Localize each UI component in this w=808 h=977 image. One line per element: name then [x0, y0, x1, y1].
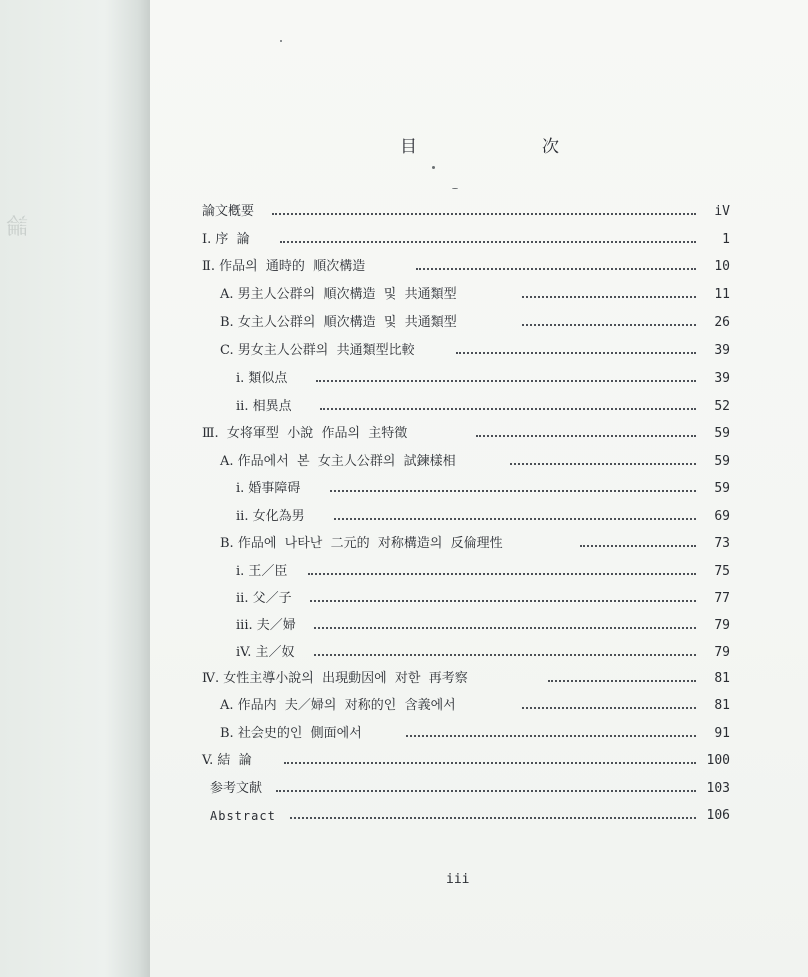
title-char-right: 次 — [542, 137, 560, 157]
toc-entry-page: 59 — [714, 454, 730, 469]
toc-entry-label: i. 婚事障碍 — [236, 481, 301, 496]
toc-entry — [150, 313, 808, 333]
toc-entry-label: ii. 女化為男 — [236, 509, 305, 524]
toc-entry-label: iV. 主／奴 — [236, 645, 295, 660]
title-char-left: 目 — [400, 137, 418, 157]
dot-leader — [456, 352, 696, 354]
toc-entry-page: iV — [714, 204, 730, 219]
binding-gutter — [0, 0, 151, 977]
dot-leader — [314, 654, 696, 656]
dot-leader — [510, 463, 696, 465]
toc-entry-label: B. 女主人公群의 順次構造 및 共通類型 — [220, 315, 457, 330]
toc-entry-page: 52 — [714, 399, 730, 414]
toc-entry-page: 77 — [714, 591, 730, 606]
dot-leader — [522, 296, 696, 298]
toc-entry-label: A. 作品에서 본 女主人公群의 試鍊樣相 — [220, 454, 456, 469]
toc-entry-label: C. 男女主人公群의 共通類型比較 — [220, 343, 415, 358]
toc-entry — [150, 202, 808, 222]
dot-leader — [276, 790, 696, 792]
dot-leader — [316, 380, 696, 382]
toc-entry-page: 100 — [706, 753, 730, 768]
page-number-footer: iii — [446, 872, 470, 887]
toc-entry — [150, 369, 808, 389]
toc-entry-page: 106 — [706, 808, 730, 823]
toc-entry — [150, 751, 808, 771]
toc-entry-label: 参考文献 — [210, 781, 263, 796]
dot-leader — [580, 545, 696, 547]
toc-entry-page: 59 — [714, 481, 730, 496]
toc-entry — [150, 507, 808, 527]
toc-entry-label: Ⅱ. 作品의 通時的 順次構造 — [202, 259, 366, 274]
dot-leader — [308, 573, 696, 575]
toc-entry-label: i. 王／臣 — [236, 564, 288, 579]
toc-entry — [150, 341, 808, 361]
toc-entry-page: 59 — [714, 426, 730, 441]
toc-entry-page: 103 — [706, 781, 730, 796]
dot-leader — [290, 817, 696, 819]
toc-entry-label: Ⅲ. 女将軍型 小說 作品의 主特徵 — [202, 426, 408, 441]
toc-entry-page: 39 — [714, 343, 730, 358]
toc-entry-label: iii. 夫／婦 — [236, 618, 296, 633]
toc-entry-page: 75 — [714, 564, 730, 579]
toc-entry — [150, 724, 808, 744]
toc-entry-page: 26 — [714, 315, 730, 330]
toc-entry — [150, 230, 808, 250]
toc-entry-page: 79 — [714, 618, 730, 633]
toc-entry-page: 11 — [714, 287, 730, 302]
toc-entry-label: ii. 父／子 — [236, 591, 292, 606]
toc-entry — [150, 424, 808, 444]
toc-entry-page: 81 — [714, 671, 730, 686]
dot-leader — [476, 435, 696, 437]
paper-speck — [452, 188, 458, 189]
toc-entry-page: 39 — [714, 371, 730, 386]
toc-entry-page: 81 — [714, 698, 730, 713]
paper-speck — [432, 166, 435, 169]
toc-entry-label: ii. 相異点 — [236, 399, 292, 414]
toc-entry — [150, 452, 808, 472]
dot-leader — [314, 627, 696, 629]
toc-entry-label: I. 序 論 — [202, 232, 250, 247]
toc-entry — [150, 397, 808, 417]
toc-entry-page: 69 — [714, 509, 730, 524]
toc-entry — [150, 479, 808, 499]
toc-entry-label: Ⅳ. 女性主導小說의 出現動因에 对한 再考察 — [202, 671, 468, 686]
toc-entry — [150, 806, 808, 826]
dot-leader — [320, 408, 696, 410]
bleed-through-mark: 論 — [5, 215, 28, 240]
toc-entry — [150, 779, 808, 799]
toc-entry-page: 1 — [722, 232, 730, 247]
page-title — [400, 132, 560, 157]
toc-entry-page: 79 — [714, 645, 730, 660]
toc-entry — [150, 589, 808, 609]
toc-entry-page: 91 — [714, 726, 730, 741]
toc-entry — [150, 696, 808, 716]
dot-leader — [406, 735, 696, 737]
toc-entry — [150, 562, 808, 582]
toc-entry-label: Abstract — [210, 809, 276, 823]
dot-leader — [280, 241, 696, 243]
toc-entry-label: V. 結 論 — [202, 753, 252, 768]
dot-leader — [416, 268, 696, 270]
toc-entry-page: 73 — [714, 536, 730, 551]
dot-leader — [284, 762, 696, 764]
toc-entry — [150, 285, 808, 305]
dot-leader — [310, 600, 696, 602]
toc-entry-page: 10 — [714, 259, 730, 274]
dot-leader — [330, 490, 696, 492]
toc-entry-label: B. 社会史的인 側面에서 — [220, 726, 362, 741]
toc-entry-label: 論文槪要 — [202, 204, 255, 219]
dot-leader — [334, 518, 696, 520]
dot-leader — [522, 324, 696, 326]
toc-entry-label: A. 作品内 夫／婦의 对称的인 含義에서 — [220, 698, 456, 713]
paper-speck — [280, 40, 282, 42]
toc-entry-label: B. 作品에 나타난 二元的 对称構造의 反倫理性 — [220, 536, 503, 551]
toc-entry — [150, 534, 808, 554]
toc-entry — [150, 616, 808, 636]
toc-entry — [150, 669, 808, 689]
dot-leader — [522, 707, 696, 709]
toc-entry-label: i. 類似点 — [236, 371, 288, 386]
toc-entry-label: A. 男主人公群의 順次構造 및 共通類型 — [220, 287, 457, 302]
toc-entry — [150, 257, 808, 277]
dot-leader — [272, 213, 696, 215]
document-page — [150, 0, 808, 977]
dot-leader — [548, 680, 696, 682]
toc-entry — [150, 643, 808, 663]
